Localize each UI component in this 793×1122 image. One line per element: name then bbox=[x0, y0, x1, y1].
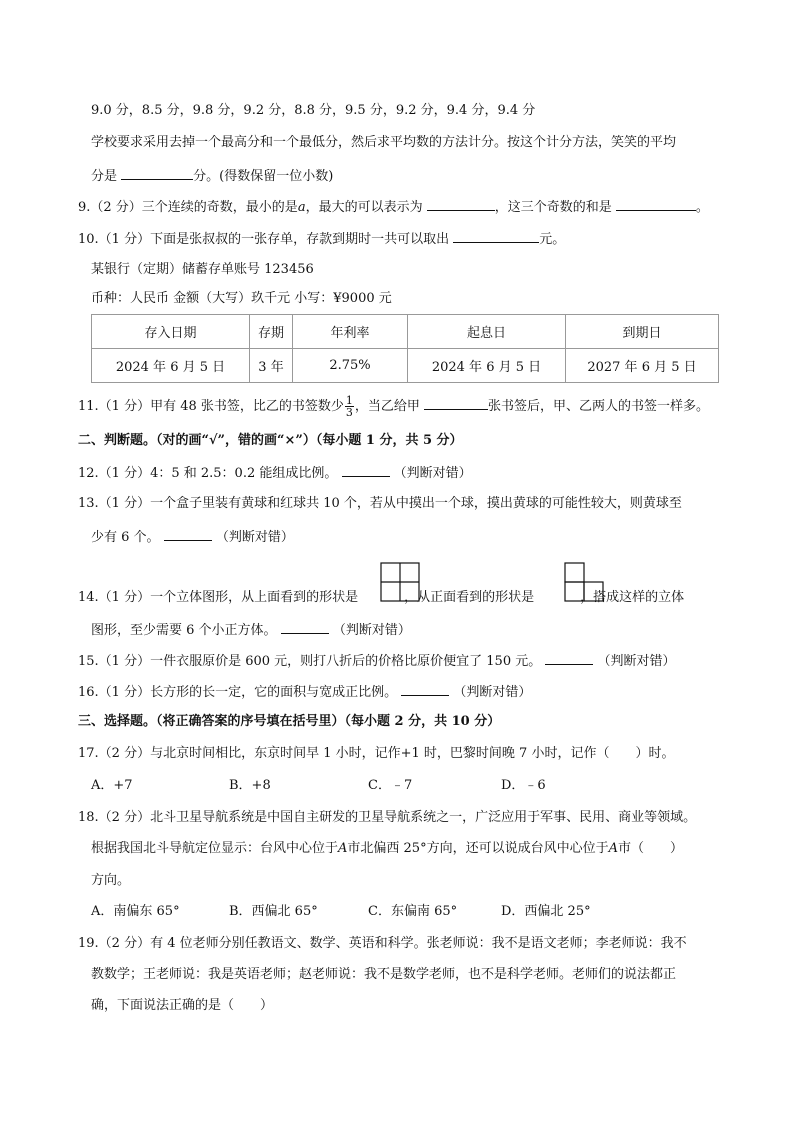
q12-note: （判断对错） bbox=[393, 466, 472, 481]
q14-text-c: ，搭成这样的立体 bbox=[580, 590, 685, 605]
q15-note: （判断对错） bbox=[597, 654, 676, 669]
q16-note: （判断对错） bbox=[453, 685, 532, 700]
section-2-heading: 二、判断题。（对的画“√”，错的画“×”）（每小题 1 分，共 5 分） bbox=[78, 433, 463, 448]
q16-answer-blank[interactable] bbox=[401, 682, 449, 696]
q18-option-c[interactable]: C．东偏南 65° bbox=[368, 904, 458, 919]
q9-blank-largest[interactable] bbox=[427, 197, 495, 211]
q11-text-a: 11.（1 分）甲有 48 张书签，比乙的书签数少 bbox=[78, 399, 344, 414]
q15-answer-blank[interactable] bbox=[545, 651, 593, 665]
q10-currency-line: 币种：人民币 金额（大写）玖千元 小写：¥9000 元 bbox=[91, 291, 392, 306]
q10-text-a: 10.（1 分）下面是张叔叔的一张存单，存款到期时一共可以取出 bbox=[78, 232, 450, 247]
table-header-row bbox=[92, 315, 719, 349]
q18-option-a[interactable]: A．南偏东 65° bbox=[91, 904, 180, 919]
q15 bbox=[78, 651, 676, 671]
q15-text: 15.（1 分）一件衣服原价是 600 元，则打八折后的价格比原价便宜了 150 元。 bbox=[78, 654, 542, 669]
q9-text-d: 。 bbox=[695, 200, 709, 215]
q18-variable-2: A bbox=[608, 841, 618, 856]
q10-bank-line: 某银行（定期）储蓄存单账号 123456 bbox=[91, 262, 314, 277]
table-row bbox=[92, 349, 719, 383]
q9-text-a: 9.（2 分）三个连续的奇数，最小的是 bbox=[78, 200, 298, 215]
q9-blank-sum[interactable] bbox=[616, 197, 696, 211]
q8-text-a: 分是 bbox=[91, 169, 118, 184]
q18-option-d[interactable]: D．西偏北 25° bbox=[501, 904, 591, 919]
q16 bbox=[78, 682, 531, 702]
q11-fraction-denominator: 3 bbox=[345, 406, 353, 419]
q18-line1: 18.（2 分）北斗卫星导航系统是中国自主研发的卫星导航系统之一，广泛应用于军事、民用、商业等领域。 bbox=[78, 810, 697, 825]
q14-line2 bbox=[91, 620, 411, 640]
q19-line2: 教数学；王老师说：我是英语老师；赵老师说：我不是数学老师，也不是科学老师。老师们的说法都正 bbox=[91, 967, 677, 982]
q11-text-b: ，当乙给甲 bbox=[354, 399, 420, 414]
q13-answer-blank[interactable] bbox=[164, 527, 212, 541]
q12-text: 12.（1 分）4：5 和 2.5：0.2 能组成比例。 bbox=[78, 466, 338, 481]
q8-line2 bbox=[91, 166, 333, 186]
q16-text: 16.（1 分）长方形的长一定，它的面积与宽成正比例。 bbox=[78, 685, 398, 700]
q10-answer-blank[interactable] bbox=[453, 229, 539, 243]
q19-line3: 确，下面说法正确的是（ ） bbox=[91, 998, 274, 1013]
cell-interest-rate: 2.75% bbox=[293, 349, 408, 383]
header-maturity-date: 到期日 bbox=[566, 315, 719, 349]
q18-text-b: 市北偏西 25°方向，还可以说成台风中心位于 bbox=[347, 841, 609, 856]
section-3-heading: 三、选择题。（将正确答案的序号填在括号里）（每小题 2 分，共 10 分） bbox=[78, 714, 501, 729]
q13-line1: 13.（1 分）一个盒子里装有黄球和红球共 10 个，若从中摸出一个球，摸出黄球的可能性较大，则黄球至 bbox=[78, 496, 682, 511]
q17-option-c[interactable]: C．﹣7 bbox=[368, 778, 413, 793]
q17-option-a[interactable]: A．+7 bbox=[91, 778, 133, 793]
q18-variable-1: A bbox=[338, 841, 348, 856]
q8-answer-blank[interactable] bbox=[121, 166, 193, 180]
q18-line2 bbox=[91, 840, 683, 858]
q9-text-b: ，最大的可以表示为 bbox=[305, 200, 423, 215]
q12 bbox=[78, 463, 472, 483]
q13-line2 bbox=[91, 527, 294, 547]
q8-line1: 学校要求采用去掉一个最高分和一个最低分，然后求平均数的方法计分。按这个计分方法，笑笑的平均 bbox=[91, 135, 677, 150]
q11-text-c: 张书签后，甲、乙两人的书签一样多。 bbox=[488, 399, 710, 414]
header-interest-rate: 年利率 bbox=[293, 315, 408, 349]
q14-answer-blank[interactable] bbox=[281, 620, 329, 634]
q9-text-c: ，这三个奇数的和是 bbox=[494, 200, 612, 215]
header-term: 存期 bbox=[250, 315, 293, 349]
q12-answer-blank[interactable] bbox=[342, 463, 390, 477]
q11-answer-blank[interactable] bbox=[424, 396, 488, 410]
q18-text-a: 根据我国北斗导航定位显示：台风中心位于 bbox=[91, 841, 339, 856]
top-view-figure bbox=[380, 562, 420, 602]
q18-line3: 方向。 bbox=[91, 873, 131, 888]
q17-option-d[interactable]: D．﹣6 bbox=[501, 778, 546, 793]
q11 bbox=[78, 393, 709, 421]
cell-deposit-date: 2024 年 6 月 5 日 bbox=[92, 349, 250, 383]
header-deposit-date: 存入日期 bbox=[92, 315, 250, 349]
q13-text: 少有 6 个。 bbox=[91, 530, 160, 545]
q9-variable: a bbox=[297, 200, 306, 215]
q11-fraction bbox=[345, 395, 354, 418]
q11-fraction-numerator: 1 bbox=[345, 394, 353, 407]
q8-text-b: 分。(得数保留一位小数) bbox=[193, 169, 334, 184]
front-view-figure bbox=[564, 562, 604, 602]
q13-note: （判断对错） bbox=[215, 530, 294, 545]
q17-option-b[interactable]: B．+8 bbox=[229, 778, 271, 793]
q18-option-b[interactable]: B．西偏北 65° bbox=[229, 904, 318, 919]
q19-line1: 19.（2 分）有 4 位老师分别任教语文、数学、英语和科学。张老师说：我不是语文老师；李老师说：我不 bbox=[78, 936, 687, 951]
q18-text-c: 市（ ） bbox=[617, 841, 683, 856]
q9 bbox=[78, 197, 709, 217]
header-start-date: 起息日 bbox=[408, 315, 566, 349]
q10-text-b: 元。 bbox=[539, 232, 566, 247]
scores-line: 9.0 分，8.5 分，9.8 分，9.2 分，8.8 分，9.5 分，9.2 分，9.4 分，9.4 分 bbox=[91, 103, 536, 118]
cell-start-date: 2024 年 6 月 5 日 bbox=[408, 349, 566, 383]
q14-text-d: 图形，至少需要 6 个小正方体。 bbox=[91, 623, 277, 638]
deposit-table bbox=[91, 314, 719, 383]
q14-text-b: ，从正面看到的形状是 bbox=[404, 590, 535, 605]
q17-stem: 17.（2 分）与北京时间相比，东京时间早 1 小时，记作+1 时，巴黎时间晚 7 小时，记作（ ）时。 bbox=[78, 746, 675, 761]
q10 bbox=[78, 229, 565, 249]
cell-maturity-date: 2027 年 6 月 5 日 bbox=[566, 349, 719, 383]
q14-text-a: 14.（1 分）一个立体图形，从上面看到的形状是 bbox=[78, 590, 359, 605]
q14-note: （判断对错） bbox=[332, 623, 411, 638]
cell-term: 3 年 bbox=[250, 349, 293, 383]
